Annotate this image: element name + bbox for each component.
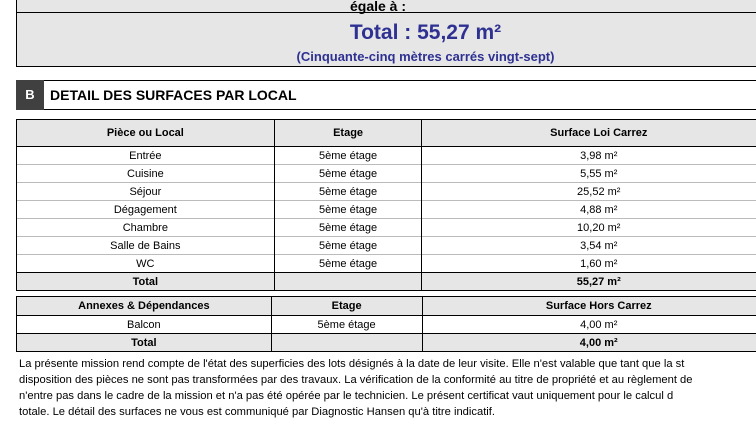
table-row [17, 255, 756, 273]
cell-surface: 4,88 m² [422, 201, 756, 219]
cell-local: Salle de Bains [17, 237, 275, 255]
total-row [17, 273, 756, 291]
surfaces-table [16, 119, 756, 291]
cell-surface: 25,52 m² [422, 183, 756, 201]
section-letter: B [16, 80, 44, 110]
table-row [17, 183, 756, 201]
table-row [17, 165, 756, 183]
table-header-row [17, 120, 756, 147]
table-row [17, 147, 756, 165]
total-label: Total [17, 334, 272, 352]
total-surface-words: (Cinquante-cinq mètres carrés vingt-sept) [296, 49, 555, 64]
total-value: 55,27 m² [422, 273, 756, 291]
disclaimer-text [19, 356, 756, 420]
cell-local: Séjour [17, 183, 275, 201]
cell-surface: 3,54 m² [422, 237, 756, 255]
cell-etage: 5ème étage [274, 165, 422, 183]
disclaimer-line: n'entre pas dans le cadre de la mission et n'a pas été opérée par le technicien. Le présent certificat vaut uniquement pour le calcul d [19, 390, 674, 402]
cell-local: Entrée [17, 147, 275, 165]
table-row [17, 237, 756, 255]
cell-local: Dégagement [17, 201, 275, 219]
total-empty-cell [271, 334, 422, 352]
cell-etage: 5ème étage [274, 219, 422, 237]
cell-surface: 10,20 m² [422, 219, 756, 237]
cell-etage: 5ème étage [274, 237, 422, 255]
total-label: Total [17, 273, 275, 291]
total-row [17, 334, 756, 352]
section-title: DETAIL DES SURFACES PAR LOCAL [50, 87, 297, 103]
column-header: Etage [274, 120, 422, 147]
disclaimer-line: La présente mission rend compte de l'état des superficies des lots désignés à la date de leur visite. Elle n'est valable que tant que la st [19, 358, 685, 370]
disclaimer-line: totale. Le détail des surfaces ne vous est communiqué par Diagnostic Hansen qu'à titre indicatif. [19, 406, 496, 418]
column-header: Pièce ou Local [17, 120, 275, 147]
cell-surface: 5,55 m² [422, 165, 756, 183]
cell-local: Chambre [17, 219, 275, 237]
egale-label: égale à : [349, 0, 407, 14]
annexes-table [16, 296, 756, 352]
cell-surface: 1,60 m² [422, 255, 756, 273]
cell-local: Cuisine [17, 165, 275, 183]
cell-etage: 5ème étage [274, 201, 422, 219]
disclaimer-line: disposition des pièces ne sont pas transformées par des travaux. La vérification de la conformité au titre de propriété et au règlement de [19, 374, 693, 386]
cell-etage: 5ème étage [274, 255, 422, 273]
column-header: Annexes & Dépendances [17, 297, 272, 316]
cell-surface: 3,98 m² [422, 147, 756, 165]
cell-surface: 4,00 m² [422, 316, 756, 334]
cell-local: WC [17, 255, 275, 273]
table-row [17, 219, 756, 237]
total-value: 4,00 m² [422, 334, 756, 352]
cell-etage: 5ème étage [274, 147, 422, 165]
total-empty-cell [274, 273, 422, 291]
table-header-row [17, 297, 756, 316]
column-header: Surface Loi Carrez [422, 120, 756, 147]
cell-etage: 5ème étage [274, 183, 422, 201]
table-row [17, 201, 756, 219]
cell-etage: 5ème étage [271, 316, 422, 334]
table-row [17, 316, 756, 334]
cell-annexe: Balcon [17, 316, 272, 334]
column-header: Surface Hors Carrez [422, 297, 756, 316]
total-surface: Total : 55,27 m² [349, 21, 502, 44]
column-header: Etage [271, 297, 422, 316]
